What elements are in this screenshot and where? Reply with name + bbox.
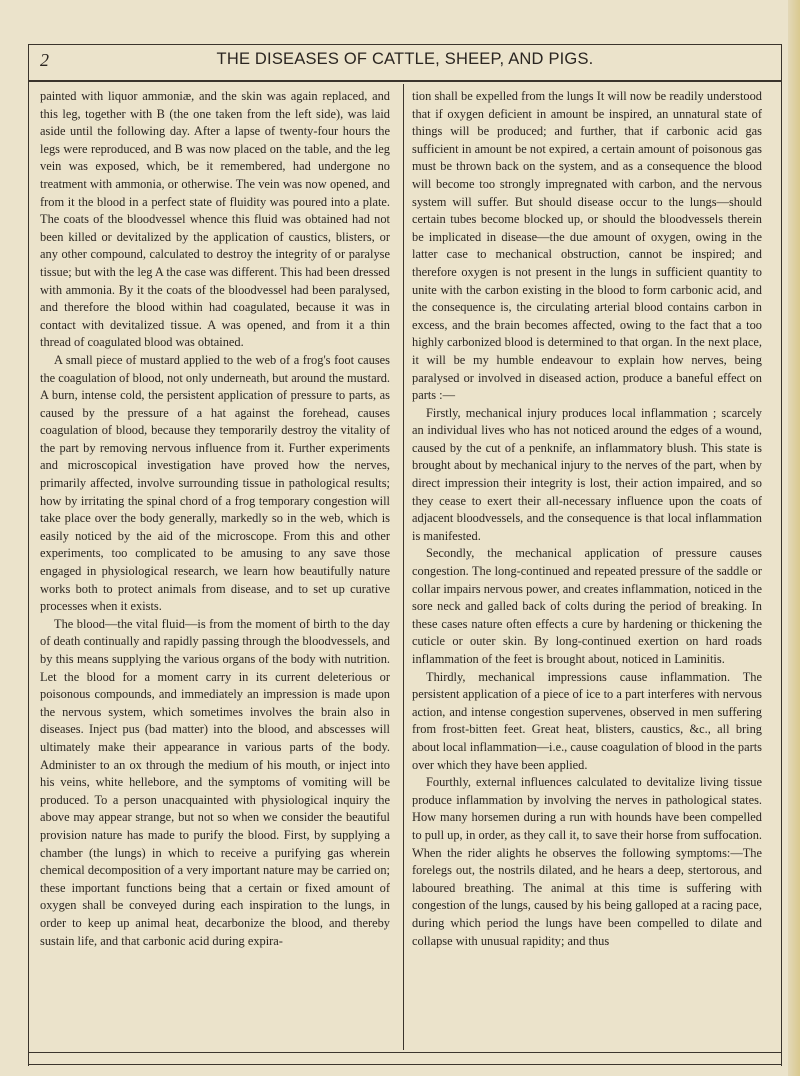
left-column xyxy=(40,88,390,1048)
header-rule-bottom xyxy=(28,80,782,82)
paragraph: Firstly, mechanical injury produces local inflammation ; scarcely an individual lives who has not noticed around the edges of a wound, caused by the cut of a penknife, an inflammatory blush. This state is brought about by mechanical injury to the nerves of the part, when by direct impression their integrity is lost, their action impaired, and so they cease to exert their all-necessary influence upon the coats of adjacent bloodvessels, and the consequence is that local inflammation is manifested. xyxy=(412,405,762,543)
page-edge-shadow xyxy=(788,0,800,1076)
page-number: 2 xyxy=(40,50,49,70)
paragraph: Thirdly, mechanical impressions cause inflammation. The persistent application of a piece of ice to a part interferes with nervous action, and intense congestion supervenes, observed in men suffering from frost-bitten feet. Great heat, blisters, caustics, &c., all bring about local inflammation—i.e., cause coagulation of blood in the parts over which they have been applied. xyxy=(412,669,762,772)
footer-rule-top xyxy=(28,1052,782,1053)
column-divider xyxy=(403,84,404,1050)
paragraph: The blood—the vital fluid—is from the moment of birth to the day of death continually and rapidly passing through the bloodvessels, and by this means supplying the various organs of the body with nutrition. Let the blood for a moment carry in its current deleterious or poisonous compounds, and immediately an impression is made upon the nervous system, which sometimes involves the brain also in diseases. Inject pus (bad matter) into the blood, and abscesses will ultimately make their appearance in various parts of the body. Administer to an ox through the medium of his mouth, or inject into his veins, white hellebore, and the symptoms of vomiting will be produced. To a person unacquainted with physiological inquiry the above may appear strange, but not so when we consider the beautiful provision nature has made to purify the blood. First, by supplying a chamber (the lungs) in which to receive a purifying gas wherein chemical decomposition of a very important nature may be carried on; these important functions being that a certain or fixed amount of oxygen shall be conveyed during each inspiration to the lungs, in order to keep up animal heat, decarbonize the blood, and thereby sustain life, and that carbonic acid during expira- xyxy=(40,616,390,948)
footer-rule-bottom xyxy=(28,1064,782,1065)
frame-right-rule xyxy=(781,44,782,1066)
paragraph: painted with liquor ammoniæ, and the skin was again replaced, and this leg, together with B (the one taken from the left side), was laid aside until the following day. After a lapse of twenty-four hours the legs were reproduced, and B was now placed on the table, and the leg vein was exposed, which, be it remembered, had undergone no treatment with ammonia, or otherwise. The vein was now opened, and from it the blood in a perfect state of fluidity was poured into a plate. The coats of the bloodvessel whence this fluid was obtained had not been killed or devitalized by the application of caustics, blisters, or any other compound, calculated to destroy the integrity of or paralyse tissue; but with the leg A the case was different. This had been dressed with ammonia. By it the coats of the bloodvessel had been paralysed, and therefore the blood within had coagulated, because it was in contact with devitalized tissue. A was opened, and from it a thin thread of coagulated blood was obtained. xyxy=(40,89,390,350)
header-rule-top xyxy=(28,44,782,45)
paragraph: A small piece of mustard applied to the web of a frog's foot causes the coagulation of blood, not only underneath, but around the mustard. A burn, intense cold, the persistent application of pressure to parts, as caused by the pressure of a hat against the forehead, causes coagulation of blood, because they temporarily destroy the vitality of the part by removing nervous influence from it. Further experiments and microscopical investigation have proved how the nerves, primarily affected, involve surrounding tissue in pathological results; how by irritating the spinal chord of a frog temporary congestion will take place over the body generally, markedly so in the web, which is easily noticed by the aid of the microscope. From this and other experiments, too complicated to be amusing to any save those engaged in physiological research, we learn how beautifully nature works both to protect animals from disease, and to set up curative processes when it exists. xyxy=(40,352,390,614)
paragraph: Secondly, the mechanical application of pressure causes congestion. The long-continued and repeated pressure of the saddle or collar impairs nervous power, and creates inflammation, noticed in the sore neck and galled back of colts during the period of breaking. In these cases nature often effects a cure by hardening or thickening the cuticle or outer skin. By long-continued exertion on hard roads inflammation of the feet is brought about, noticed in Laminitis. xyxy=(412,546,762,666)
paragraph: Fourthly, external influences calculated to devitalize living tissue produce inflammation by involving the nerves in pathological states. How many horsemen during a run with hounds have been compelled to pull up, in order, as they call it, to save their horse from suffocation. When the rider alights he observes the following symptoms:—The forelegs out, the nostrils dilated, and he hears a deep, stertorous, and laboured breathing. The animal at this time is suffering with congestion of the lungs, caused by his being galloped at a racing pace, during which period the lungs have been compelled to dilate and collapse with unusual rapidity; and thus xyxy=(412,775,762,948)
right-column xyxy=(412,88,762,1048)
running-header xyxy=(28,46,782,78)
frame-left-rule xyxy=(28,44,29,1066)
running-title: THE DISEASES OF CATTLE, SHEEP, AND PIGS. xyxy=(216,50,594,68)
paragraph: tion shall be expelled from the lungs It will now be readily understood that if oxygen deficient in amount be inspired, an unnatural state of things will be produced; and further, that if carbonic acid gas sufficient in amount be not expired, a certain amount of poisonous gas must be thrown back on the system, and as a consequence the blood will become too strongly impregnated with carbon, and the nervous system will suffer. But should disease occur to the lungs—should certain tubes become blocked up, or should the bloodvessels therein be implicated in disease—the due amount of oxygen, owing in the latter case to mechanical obstruction, cannot be inspired; and therefore oxygen is not present in the lungs in sufficient quantity to unite with the carbon existing in the blood to form carbonic acid, and the consequence is, the circulating arterial blood contains carbon in excess, and the brain becomes affected, owing to the fact that a too highly carbonized blood is determined to that organ. In the next place, it will be my humble endeavour to explain how nerves, being paralysed or involved in diseased action, produce a baneful effect on parts :— xyxy=(412,89,762,403)
